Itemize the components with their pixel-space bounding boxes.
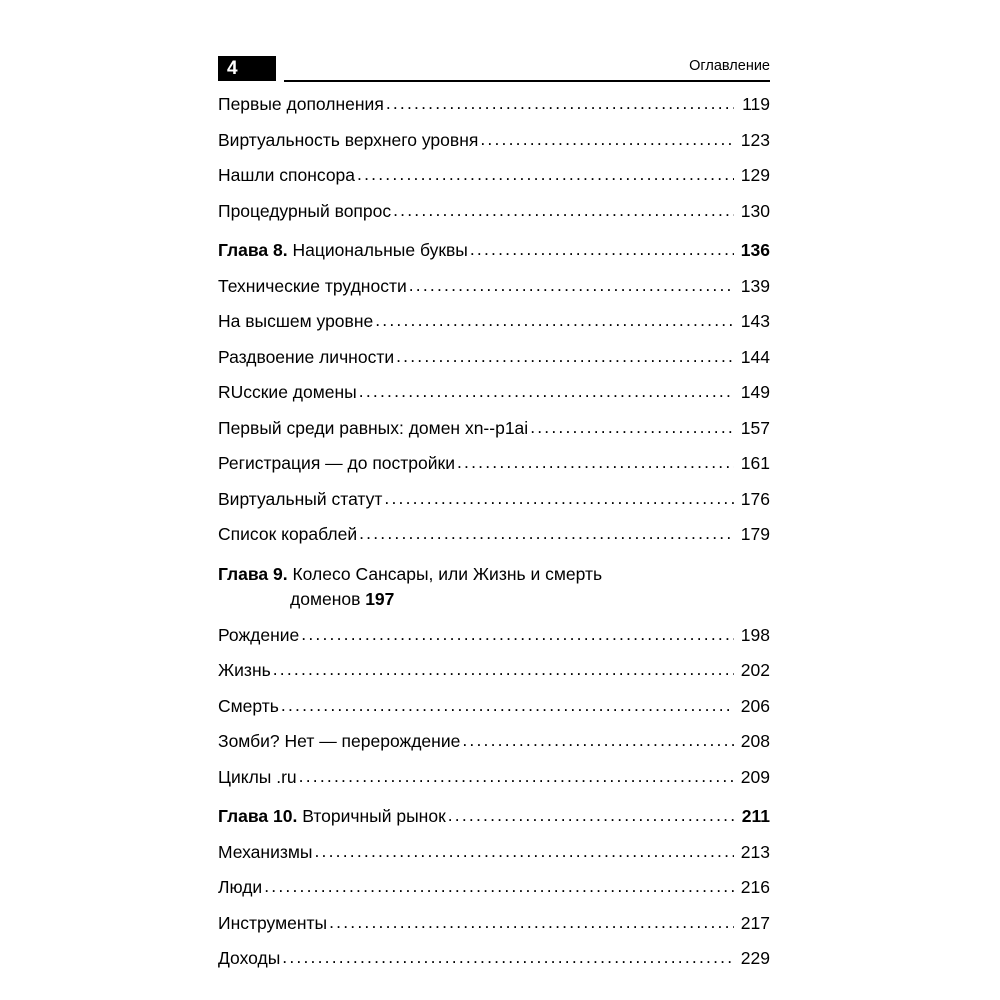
toc-entry-label: RUcские домены [218, 382, 357, 402]
toc-leader-dots [301, 626, 734, 644]
toc-page-number: 213 [740, 841, 770, 862]
toc-entry-label: Смерть [218, 695, 279, 716]
header-title: Оглавление [689, 58, 770, 74]
toc-page-number: 157 [740, 417, 770, 438]
toc-leader-dots [264, 878, 734, 896]
toc-leader-dots [357, 166, 734, 184]
toc-entry-label: Зомби? Нет — перерождение [218, 731, 461, 751]
toc-leader-dots [393, 202, 734, 220]
toc-leader-dots [299, 768, 734, 786]
toc-entry-label: Виртуальный статут [218, 488, 383, 509]
toc-leader-dots [386, 95, 734, 113]
toc-entry[interactable] [218, 733, 770, 751]
toc-leader-dots [329, 914, 734, 932]
toc-entry-label: Глава 8. Национальные буквы [218, 240, 468, 260]
toc-entry[interactable] [218, 417, 770, 438]
toc-leader-dots [409, 277, 734, 295]
toc-leader-dots [396, 348, 734, 366]
toc-entry[interactable] [218, 766, 770, 787]
toc-leader-dots [470, 241, 734, 259]
page-folio: 4 [218, 56, 276, 81]
toc-entry-label: Список кораблей [218, 524, 358, 544]
toc-leader-dots [273, 661, 734, 679]
toc-entry[interactable] [218, 662, 770, 680]
toc-page-number: 216 [740, 877, 770, 897]
toc-entry-label: Глава 9. Колесо Сансары, или Жизнь и смерть [218, 563, 603, 584]
toc-entry-label: Глава 10. Вторичный рынок [218, 806, 446, 826]
toc-page-number: 197 [365, 589, 395, 609]
toc-leader-dots [480, 131, 734, 149]
toc-leader-dots [530, 419, 734, 437]
toc-page-number: 206 [740, 695, 770, 716]
header-divider [284, 80, 770, 82]
toc-page-number: 229 [740, 948, 770, 968]
toc-entry[interactable] [218, 563, 770, 584]
toc-page-number: 209 [740, 766, 770, 787]
toc-entry-label: Первые дополнения [218, 94, 384, 114]
toc-page-number: 176 [740, 488, 770, 509]
toc-entry[interactable] [218, 346, 770, 367]
toc-page-number: 129 [740, 165, 770, 185]
toc-entry-label: Раздвоение личности [218, 346, 395, 367]
toc-entry-label: Доходы [218, 948, 281, 968]
toc-entry-label: Первый среди равных: домен xn--p1ai [218, 417, 529, 438]
toc-entry-label: Механизмы [218, 841, 313, 862]
toc-entry-continuation[interactable] [218, 591, 770, 609]
toc-entry[interactable] [218, 242, 770, 260]
toc-leader-dots [282, 949, 734, 967]
toc-entry-label: Регистрация — до постройки [218, 453, 455, 473]
toc-entry[interactable] [218, 808, 770, 826]
toc-page-number: 143 [740, 311, 770, 331]
toc-entry[interactable] [218, 695, 770, 716]
toc-entry[interactable] [218, 275, 770, 296]
toc-page-number: 123 [740, 129, 770, 150]
toc-leader-dots [359, 525, 734, 543]
toc-entry[interactable] [218, 96, 770, 114]
toc-entry[interactable] [218, 384, 770, 402]
toc-entry[interactable] [218, 129, 770, 150]
toc-entry[interactable] [218, 879, 770, 897]
toc-entry[interactable] [218, 950, 770, 968]
toc-page-number: 130 [740, 200, 770, 221]
page-header [218, 56, 770, 84]
toc-entry[interactable] [218, 912, 770, 933]
toc-page-number: 202 [740, 660, 770, 680]
toc-page-number: 217 [740, 912, 770, 933]
toc-page-number: 149 [740, 382, 770, 402]
toc-entry[interactable] [218, 313, 770, 331]
toc-leader-dots [462, 732, 734, 750]
toc-entry-label: Процедурный вопрос [218, 200, 392, 221]
toc-entry[interactable] [218, 455, 770, 473]
toc-leader-dots [359, 383, 734, 401]
toc-entry-label: Нашли спонсора [218, 165, 356, 185]
toc-entry[interactable] [218, 841, 770, 862]
toc-leader-dots [457, 454, 734, 472]
toc-page-number: 198 [740, 624, 770, 645]
toc-entry[interactable] [218, 526, 770, 544]
toc-entry[interactable] [218, 167, 770, 185]
toc-leader-dots [448, 807, 734, 825]
toc-entry-label: Рождение [218, 624, 300, 645]
toc-leader-dots [281, 697, 734, 715]
toc-leader-dots [384, 490, 734, 508]
toc-page-number: 179 [740, 524, 770, 544]
toc-page-number: 208 [740, 731, 770, 751]
toc-entry[interactable] [218, 624, 770, 645]
toc-page-number: 211 [741, 806, 770, 826]
toc-entry-label: На высшем уровне [218, 311, 374, 331]
toc-page-number: 144 [740, 346, 770, 367]
toc-entry[interactable] [218, 200, 770, 221]
table-of-contents [218, 96, 770, 986]
toc-page-number: 161 [740, 453, 770, 473]
toc-entry-label: Технические трудности [218, 275, 407, 296]
toc-entry-label: Люди [218, 877, 263, 897]
toc-entry-label: Жизнь [218, 660, 271, 680]
toc-entry[interactable] [218, 488, 770, 509]
toc-entry-label: доменов [290, 589, 361, 609]
toc-leader-dots [375, 312, 734, 330]
toc-page-number: 119 [742, 94, 770, 114]
toc-page-number: 139 [740, 275, 770, 296]
toc-page-number: 136 [740, 240, 770, 260]
toc-entry-label: Инструменты [218, 912, 328, 933]
toc-entry-label: Виртуальность верхнего уровня [218, 129, 479, 150]
toc-leader-dots [314, 843, 734, 861]
toc-entry-label: Циклы .ru [218, 766, 297, 787]
